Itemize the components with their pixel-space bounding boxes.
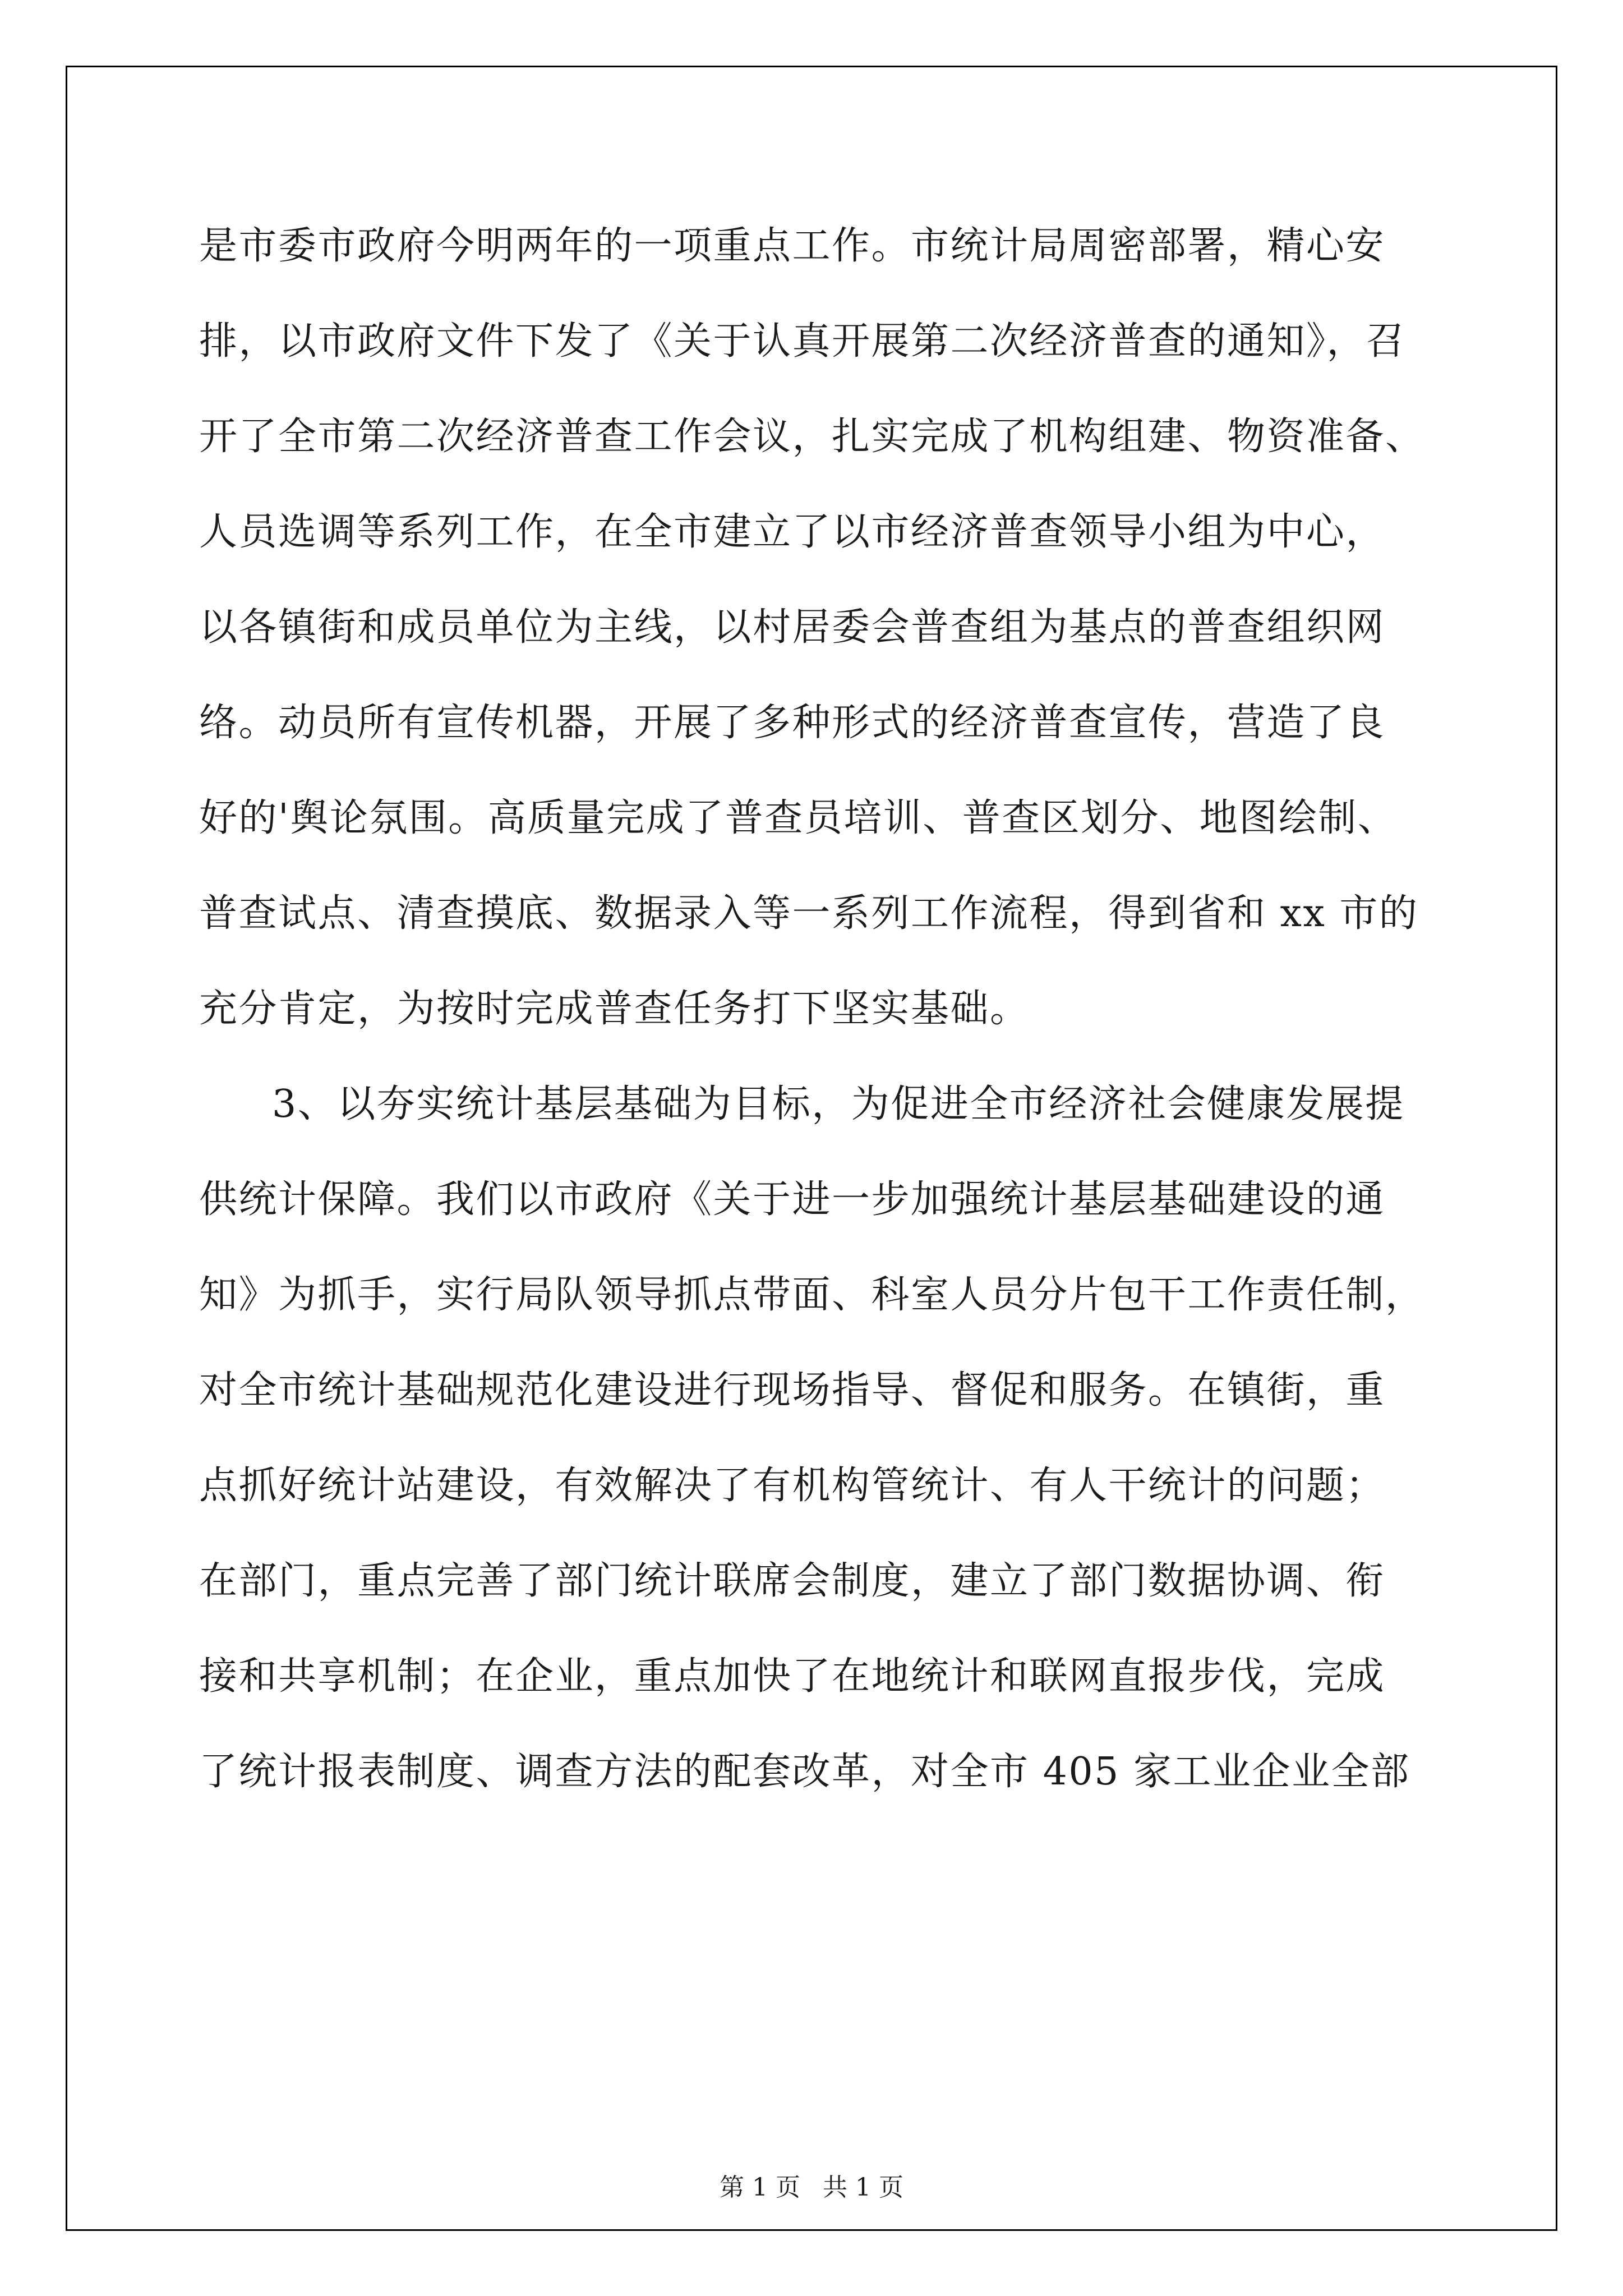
text-line: 知》为抓手，实行局队领导抓点带面、科室人员分片包干工作责任制， xyxy=(199,1273,1425,1317)
text-line: 人员选调等系列工作，在全市建立了以市经济普查领导小组为中心， xyxy=(199,510,1386,554)
page-border xyxy=(66,66,1557,2231)
text-line: 是市委市政府今明两年的一项重点工作。市统计局周密部署，精心安 xyxy=(199,224,1386,268)
page-footer xyxy=(0,2172,1623,2203)
text-line: 对全市统计基础规范化建设进行现场指导、督促和服务。在镇街，重 xyxy=(199,1368,1386,1412)
text-line: 在部门，重点完善了部门统计联席会制度，建立了部门数据协调、衔 xyxy=(199,1559,1386,1603)
paragraph-start-line: 3、以夯实统计基层基础为目标，为促进全市经济社会健康发展提 xyxy=(272,1082,1405,1126)
text-line: 排，以市政府文件下发了《关于认真开展第二次经济普查的通知》，召 xyxy=(199,319,1406,364)
text-line: 接和共享机制；在企业，重点加快了在地统计和联网直报步伐，完成 xyxy=(199,1654,1386,1699)
text-line: 好的'舆论氛围。高质量完成了普查员培训、普查区划分、地图绘制、 xyxy=(199,796,1398,840)
text-line: 普查试点、清查摸底、数据录入等一系列工作流程，得到省和 xx 市的 xyxy=(199,891,1419,936)
text-line: 充分肯定，为按时完成普查任务打下坚实基础。 xyxy=(199,987,1030,1031)
text-line: 络。动员所有宣传机器，开展了多种形式的经济普查宣传，营造了良 xyxy=(199,701,1386,745)
page-total: 共 1 页 xyxy=(823,2173,903,2202)
text-line: 以各镇街和成员单位为主线，以村居委会普查组为基点的普查组织网 xyxy=(199,605,1386,650)
text-line: 了统计报表制度、调查方法的配套改革，对全市 405 家工业企业全部 xyxy=(199,1750,1410,1794)
text-line: 开了全市第二次经济普查工作会议，扎实完成了机构组建、物资准备、 xyxy=(199,415,1425,459)
text-line: 供统计保障。我们以市政府《关于进一步加强统计基层基础建设的通 xyxy=(199,1177,1386,1222)
page-number: 第 1 页 xyxy=(720,2173,800,2202)
text-line: 点抓好统计站建设，有效解决了有机构管统计、有人干统计的问题； xyxy=(199,1464,1386,1508)
